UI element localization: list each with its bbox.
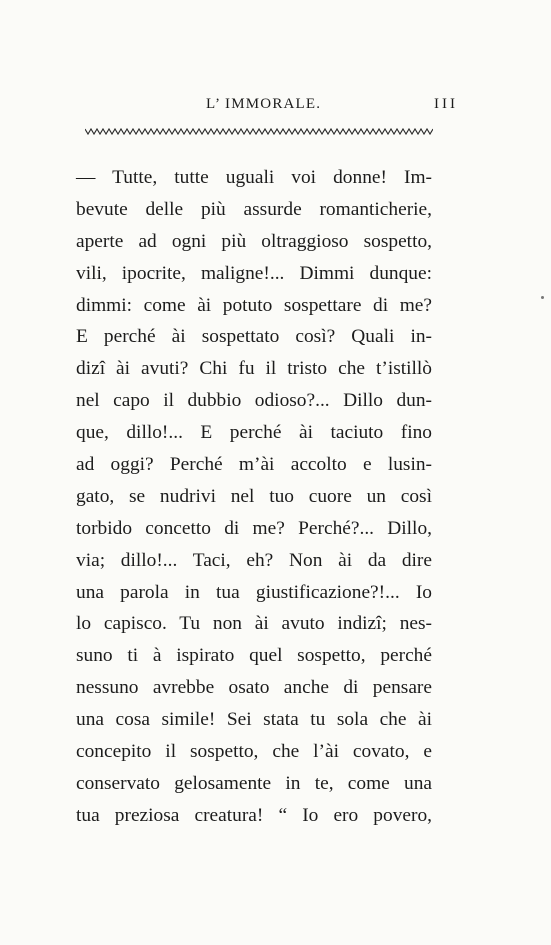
text-line: suno ti à ispirato quel sospetto, perché — [76, 645, 432, 667]
text-line: nessuno avrebbe osato anche di pensare — [76, 677, 432, 699]
text-line: lo capisco. Tu non ài avuto indizî; nes- — [76, 613, 432, 635]
text-line: una parola in tua giustificazione?!... Io — [76, 581, 432, 603]
text-line: — Tutte, tutte uguali voi donne! Im- — [76, 167, 432, 188]
text-line: gato, se nudrivi nel tuo cuore un così — [76, 485, 432, 507]
text-line: nel capo il dubbio odioso?... Dillo dun- — [76, 390, 432, 412]
ornamental-rule — [85, 126, 433, 136]
text-line: dizî ài avuti? Chi fu il tristo che t’istillò — [76, 358, 432, 380]
text-line: tua preziosa creatura! “ Io ero povero, — [76, 804, 432, 826]
text-line: que, dillo!... E perché ài taciuto fino — [76, 422, 432, 444]
text-line: conservato gelosamente in te, come una — [76, 772, 432, 794]
running-head — [78, 96, 458, 120]
text-line: ad oggi? Perché m’ài accolto e lusin- — [76, 454, 432, 476]
text-line: dimmi: come ài potuto sospettare di me? — [76, 294, 432, 316]
body-text — [76, 162, 432, 832]
text-line: bevute delle più assurde romanticherie, — [76, 198, 432, 220]
text-line: E perché ài sospettato così? Quali in- — [76, 326, 432, 348]
paper-speck — [541, 296, 544, 299]
text-line: torbido concetto di me? Perché?... Dillo, — [76, 517, 432, 539]
text-line: una cosa simile! Sei stata tu sola che ài — [76, 709, 432, 731]
text-line: aperte ad ogni più oltraggioso sospetto, — [76, 230, 432, 252]
text-line: via; dillo!... Taci, eh? Non ài da dire — [76, 549, 432, 571]
text-line: concepito il sospetto, che l’ài covato, e — [76, 741, 432, 763]
running-title: L’ IMMORALE. — [206, 96, 322, 112]
page-number: III — [434, 96, 458, 112]
text-line: vili, ipocrite, maligne!... Dimmi dunque: — [76, 262, 432, 284]
